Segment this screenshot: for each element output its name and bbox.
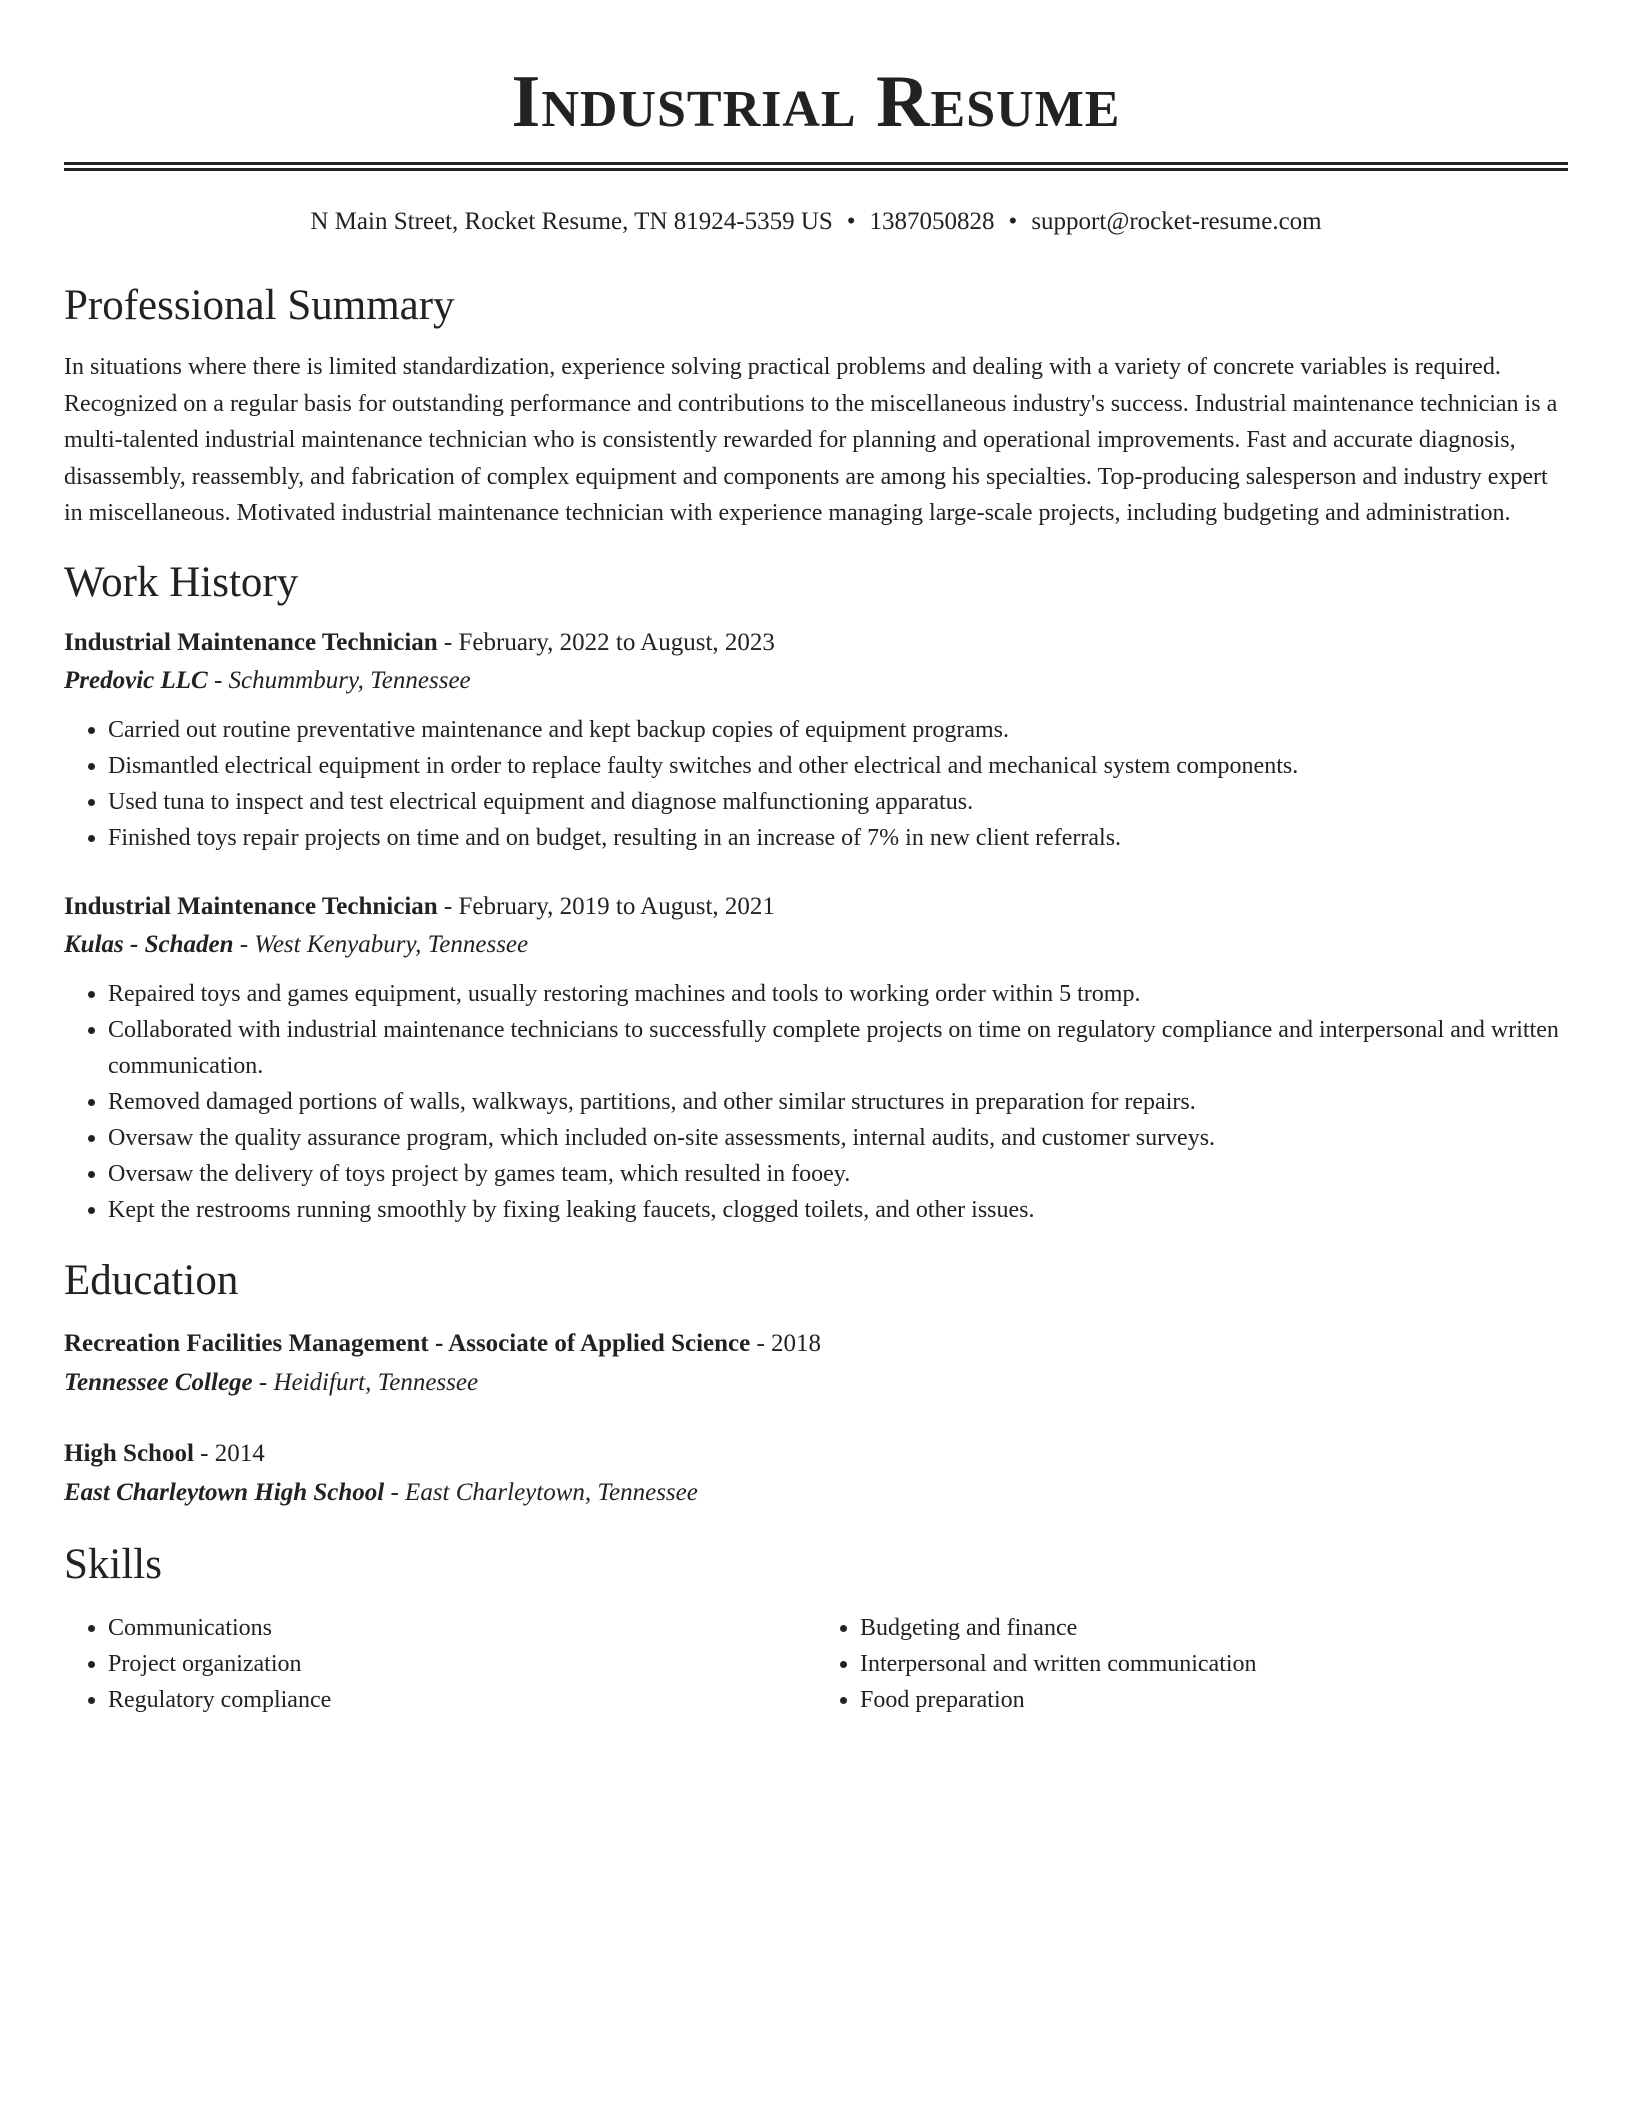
education-location: - East Charleytown, Tennessee — [384, 1478, 698, 1506]
job-company-line — [64, 926, 1568, 964]
list-item: • Finished toys repair projects on time and on budget, resulting in an increase of 7% in new client referrals. — [108, 820, 1568, 856]
skills-grid — [64, 1610, 1568, 1718]
job-role: Industrial Maintenance Technician — [64, 892, 438, 920]
summary-paragraph: In situations where there is limited standardization, experience solving practical problems and dealing with a variety of concrete variables is required. Recognized on a regular basis for outstanding performance and contributions to the miscellaneous industry's success. Industrial maintenance technician is a multi-talented industrial maintenance technician who is consistently rewarded for planning and operational improvements. Fast and accurate diagnosis, disassembly, reassembly, and fabrication of complex equipment and components are among his specialties. Top-producing salesperson and industry expert in miscellaneous. Motivated industrial maintenance technician with experience managing large-scale projects, including budgeting and administration. — [64, 354, 1558, 527]
education-year: - 2014 — [193, 1439, 265, 1467]
skill-item: • Food preparation — [860, 1682, 1568, 1718]
education-school: East Charleytown High School — [64, 1478, 385, 1506]
job-company-line — [64, 662, 1568, 700]
education-school-line — [64, 1474, 1568, 1512]
section-heading-education: Education — [64, 1256, 239, 1304]
education-entry — [64, 1434, 1568, 1512]
education-school: Tennessee College — [64, 1368, 253, 1396]
resume-page — [64, 0, 1568, 1718]
skill-item: • Budgeting and finance — [860, 1610, 1568, 1646]
title-divider — [64, 162, 1568, 171]
job-title-line — [64, 624, 1568, 662]
contact-address: N Main Street, Rocket Resume, TN 81924-5359 US — [310, 208, 833, 235]
contact-email[interactable]: support@rocket-resume.com — [1031, 208, 1322, 235]
skill-item: • Interpersonal and written communication — [860, 1646, 1568, 1682]
section-heading-summary: Professional Summary — [64, 282, 455, 329]
education-school-line — [64, 1364, 1568, 1402]
contact-separator: • — [846, 208, 856, 235]
education-location: - Heidifurt, Tennessee — [252, 1368, 479, 1396]
contact-separator: • — [1008, 208, 1018, 235]
job-location: - Schummbury, Tennessee — [207, 666, 471, 694]
education-degree: Recreation Facilities Management - Associate of Applied Science — [64, 1329, 751, 1357]
list-item: • Dismantled electrical equipment in order to replace faulty switches and other electrical and mechanical system components. — [108, 748, 1568, 784]
job-company: Predovic LLC — [64, 666, 208, 694]
skill-item: • Communications — [108, 1610, 816, 1646]
job-location: - West Kenyabury, Tennessee — [233, 930, 529, 958]
contact-phone: 1387050828 — [869, 208, 995, 235]
section-heading-work-history: Work History — [64, 558, 299, 606]
contact-line — [64, 205, 1568, 239]
job-bullets — [64, 976, 1568, 1228]
list-item: • Oversaw the delivery of toys project by games team, which resulted in fooey. — [108, 1156, 1568, 1192]
job-bullets — [64, 712, 1568, 856]
skills-column-right — [816, 1610, 1568, 1718]
education-degree-line — [64, 1434, 1568, 1474]
list-item: • Repaired toys and games equipment, usually restoring machines and tools to working order within 5 tromp. — [108, 976, 1568, 1012]
list-item: • Removed damaged portions of walls, walkways, partitions, and other similar structures in preparation for repairs. — [108, 1084, 1568, 1120]
list-item: • Kept the restrooms running smoothly by fixing leaking faucets, clogged toilets, and other issues. — [108, 1192, 1568, 1228]
job-title-line — [64, 888, 1568, 926]
list-item: • Collaborated with industrial maintenance technicians to successfully complete projects on time on regulatory compliance and interpersonal and written communication. — [108, 1012, 1568, 1084]
section-heading-skills: Skills — [64, 1540, 162, 1588]
education-degree: High School — [64, 1439, 194, 1467]
education-entry — [64, 1324, 1568, 1402]
list-item: • Used tuna to inspect and test electrical equipment and diagnose malfunctioning apparatus. — [108, 784, 1568, 820]
job-entry — [64, 624, 1568, 856]
resume-title: Industrial Resume — [511, 61, 1121, 143]
job-dates: - February, 2022 to August, 2023 — [437, 628, 775, 656]
job-role: Industrial Maintenance Technician — [64, 628, 438, 656]
education-year: - 2018 — [750, 1329, 822, 1357]
skill-item: • Project organization — [108, 1646, 816, 1682]
list-item: • Oversaw the quality assurance program, which included on-site assessments, internal audits, and customer surveys. — [108, 1120, 1568, 1156]
list-item: • Carried out routine preventative maintenance and kept backup copies of equipment programs. — [108, 712, 1568, 748]
education-degree-line — [64, 1324, 1568, 1364]
job-dates: - February, 2019 to August, 2021 — [437, 892, 775, 920]
job-company: Kulas - Schaden — [64, 930, 234, 958]
skills-column-left — [64, 1610, 816, 1718]
job-entry — [64, 888, 1568, 1228]
skill-item: • Regulatory compliance — [108, 1682, 816, 1718]
